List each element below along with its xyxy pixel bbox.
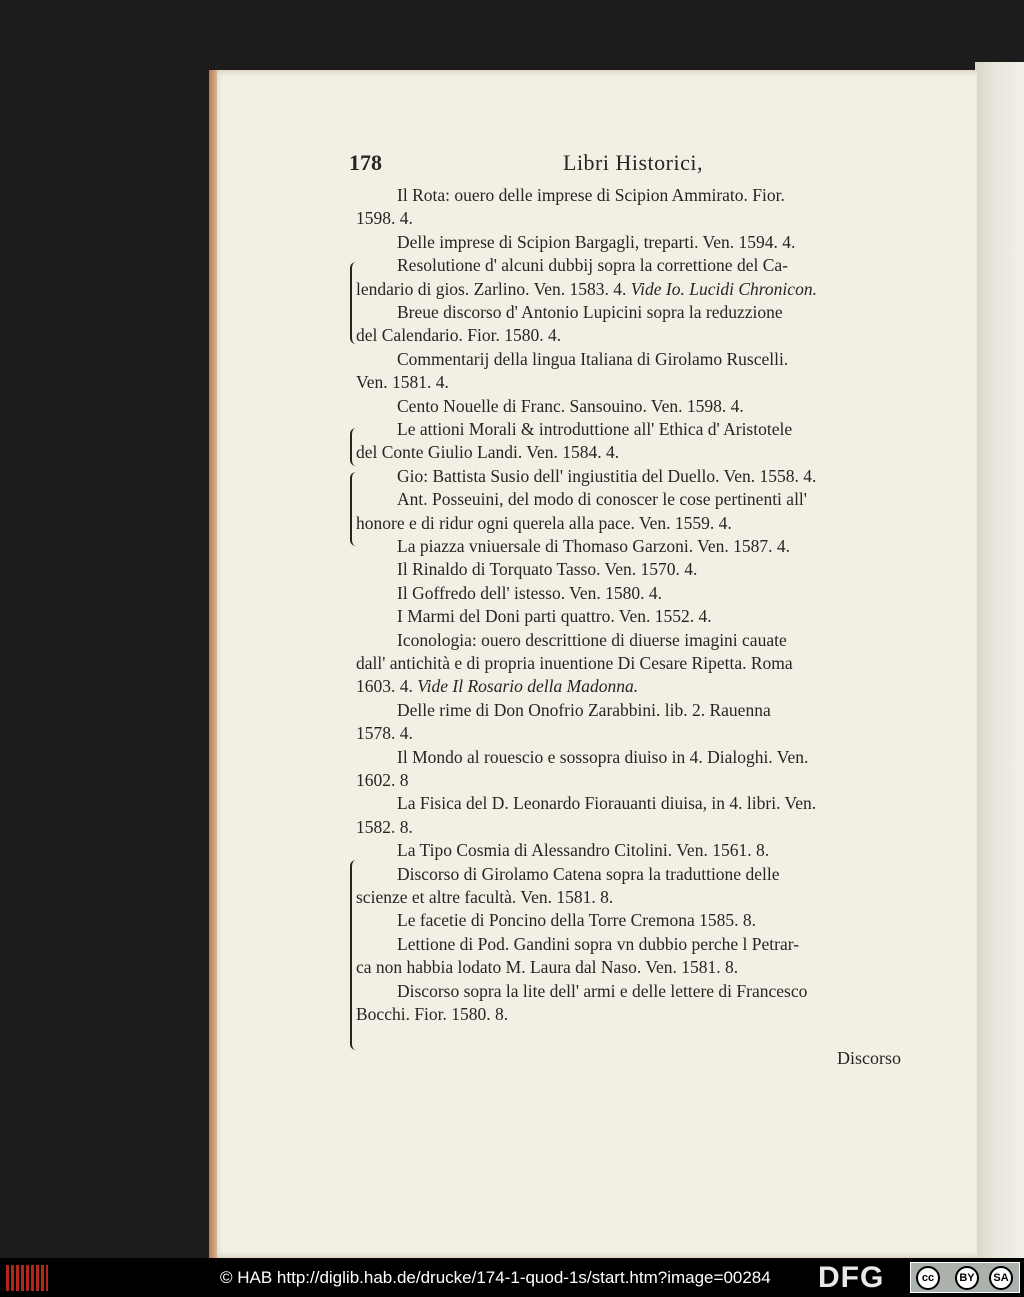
text-line: [356, 1006, 508, 1024]
text-line: [397, 582, 662, 603]
line-text: ca non habbia lodato M. Laura dal Naso. Ven. 1581. 8.: [356, 957, 739, 978]
next-page-edge: [975, 62, 1024, 1258]
line-text: 1598. 4.: [356, 208, 413, 229]
margin-bracket: [350, 860, 358, 1050]
text-line: [397, 795, 816, 813]
running-head: Libri Historici,: [563, 150, 703, 175]
line-text: 1602. 8: [356, 770, 409, 790]
text-line: [356, 678, 638, 696]
line-text: 1582. 8.: [356, 816, 413, 837]
line-text: Gio: Battista Susio dell' ingiustitia del Duello. Ven. 1558. 4.: [397, 465, 817, 486]
dfg-logo[interactable]: DFG: [818, 1261, 885, 1294]
italic-reference: Vide Il Rosario della Madonna.: [417, 676, 639, 697]
text-line: [397, 863, 780, 884]
text-line: [397, 421, 792, 439]
line-text: Cento Nouelle di Franc. Sansouino. Ven. 1598. 4.: [397, 395, 744, 416]
text-line: [397, 842, 769, 860]
text-line: [356, 655, 793, 673]
cc-icon: cc: [916, 1266, 940, 1290]
line-text: Le facetie di Poncino della Torre Cremona 1585. 8.: [397, 910, 757, 931]
text-line: [356, 772, 409, 790]
text-line: [356, 959, 738, 977]
text-line: [397, 746, 809, 767]
text-line: [356, 374, 449, 392]
share-alike-icon: SA: [989, 1266, 1013, 1290]
text-line: [397, 257, 788, 275]
line-text: Commentarij della lingua Italiana di Girolamo Ruscelli.: [397, 348, 789, 369]
line-text: Il Mondo al rouescio e sossopra diuiso in 4. Dialoghi. Ven.: [397, 746, 809, 767]
footer-bar: [0, 1258, 1024, 1297]
text-line: [397, 465, 817, 486]
line-text: La Tipo Cosmia di Alessandro Citolini. Ven. 1561. 8.: [397, 840, 770, 861]
text-line: [397, 933, 800, 954]
text-line: [397, 348, 789, 369]
line-text: Delle rime di Don Onofrio Zarabbini. lib. 2. Rauenna: [397, 699, 771, 720]
line-text: Breue discorso d' Antonio Lupicini sopra la reduzzione: [397, 302, 783, 322]
text-line: [356, 327, 561, 345]
line-text: 1578. 4.: [356, 723, 413, 744]
line-text: Il Rota: ouero delle imprese di Scipion Ammirato. Fior.: [397, 185, 785, 205]
text-line: [397, 629, 787, 650]
catchword: Discorso: [837, 1048, 901, 1068]
text-line: [397, 304, 783, 322]
page-number: 178: [349, 150, 382, 175]
text-line: [397, 538, 790, 556]
citation-link[interactable]: © HAB http://diglib.hab.de/drucke/174-1-quod-1s/start.htm?image=00284: [220, 1268, 771, 1287]
line-text: La Fisica del D. Leonardo Fiorauanti diuisa, in 4. libri. Ven.: [397, 793, 817, 814]
line-text: Il Rinaldo di Torquato Tasso. Ven. 1570. 4.: [397, 559, 698, 580]
margin-bracket: [350, 428, 358, 466]
line-text: Ven. 1581. 4.: [356, 372, 449, 393]
line-text: Lettione di Pod. Gandini sopra vn dubbio perche l Petrar-: [397, 933, 800, 954]
line-text: dall' antichità e di propria inuentione Di Cesare Ripetta. Roma: [356, 653, 793, 673]
text-line: [397, 491, 807, 509]
text-line: [356, 725, 413, 743]
hab-logo[interactable]: [6, 1265, 48, 1291]
line-text: Discorso sopra la lite dell' armi e delle lettere di Francesco: [397, 980, 808, 1001]
line-text: I Marmi del Doni parti quattro. Ven. 1552. 4.: [397, 606, 712, 627]
text-line: [356, 512, 732, 533]
text-line: [356, 444, 619, 462]
cc-license-badge[interactable]: [910, 1262, 1020, 1293]
text-line: [356, 278, 817, 299]
line-text: Il Goffredo dell' istesso. Ven. 1580. 4.: [397, 582, 662, 603]
line-text: Delle imprese di Scipion Bargagli, treparti. Ven. 1594. 4.: [397, 231, 796, 252]
text-line: [397, 912, 756, 930]
line-text: Le attioni Morali & introduttione all' Ethica d' Aristotele: [397, 419, 793, 439]
text-line: [356, 816, 413, 837]
line-text: del Calendario. Fior. 1580. 4.: [356, 325, 562, 346]
margin-bracket: [350, 472, 358, 546]
text-line: [356, 889, 613, 907]
margin-bracket: [350, 262, 358, 344]
text-line: [397, 561, 697, 579]
text-line: [397, 608, 712, 626]
text-line: [397, 395, 744, 416]
line-text: Bocchi. Fior. 1580. 8.: [356, 1004, 509, 1024]
attribution-icon: BY: [955, 1266, 979, 1290]
scanned-page: [209, 70, 977, 1258]
text-line: [356, 210, 413, 228]
line-text: Resolutione d' alcuni dubbij sopra la correttione del Ca-: [397, 255, 788, 276]
text-line: [397, 699, 771, 720]
line-text: lendario di gios. Zarlino. Ven. 1583. 4.: [356, 278, 631, 299]
line-text: honore e di ridur ogni querela alla pace. Ven. 1559. 4.: [356, 512, 732, 533]
text-line: [397, 187, 785, 205]
line-text: scienze et altre facultà. Ven. 1581. 8.: [356, 887, 614, 907]
line-text: Discorso di Girolamo Catena sopra la traduttione delle: [397, 863, 780, 884]
text-line: [397, 980, 808, 1001]
line-text: 1603. 4.: [356, 676, 418, 697]
line-text: del Conte Giulio Landi. Ven. 1584. 4.: [356, 442, 620, 463]
italic-reference: Vide Io. Lucidi Chronicon.: [630, 278, 817, 299]
text-line: [397, 231, 796, 252]
line-text: La piazza vniuersale di Thomaso Garzoni. Ven. 1587. 4.: [397, 536, 790, 556]
line-text: Ant. Posseuini, del modo di conoscer le cose pertinenti all': [397, 489, 807, 510]
line-text: Iconologia: ouero descrittione di diuerse imagini cauate: [397, 629, 787, 650]
page-binding-edge: [209, 70, 217, 1258]
